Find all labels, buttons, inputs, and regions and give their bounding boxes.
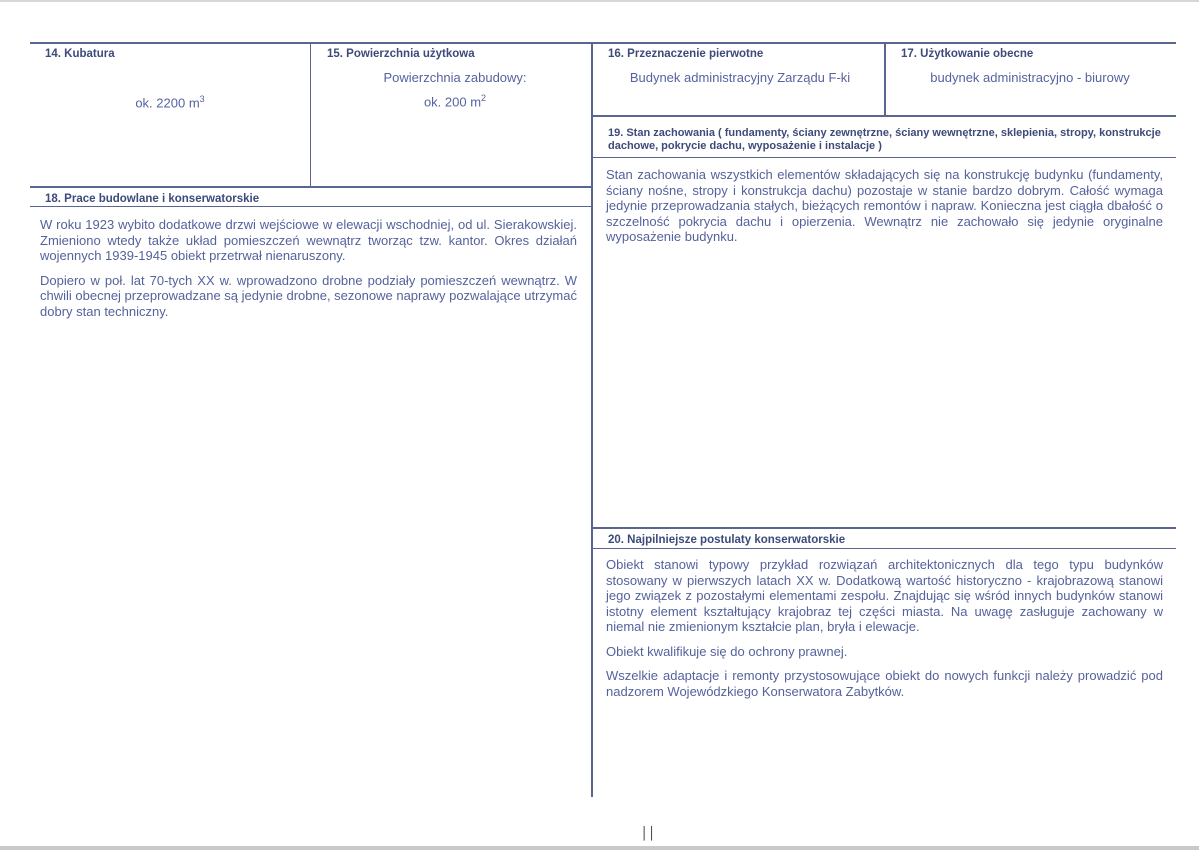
field-15-value-text: ok. 200 m [423, 94, 482, 110]
field-14-value [70, 94, 270, 110]
field-20-body [606, 557, 1163, 708]
field-19-paragraph: Stan zachowania wszystkich elementów składających się na konstrukcję budynku (fundamenty, ściany nośne, stropy i konstrukcja dachu) pozostaje w stanie bardzo dobrym. Całość wymaga jedynie przeprowadzania stałych, bieżących remontów i napraw. Konieczna jest ciągła dbałość o szczelność pokrycia dachu i opierzenia. Wewnątrz nie zachowało się jedynie oryginalne wyposażenie budynku. [606, 167, 1163, 244]
scan-mark: ││ [641, 826, 656, 840]
field-14-label: 14. Kubatura [45, 48, 115, 60]
rule-under-16-17 [593, 115, 1176, 117]
field-19-label: 19. Stan zachowania ( fundamenty, ściany zewnętrzne, ściany wewnętrzne, sklepienia, stropy, konstrukcje dachowe, pokrycie dachu, wyposażenie i instalacje ) [608, 127, 1161, 152]
rule-under-18-label [30, 206, 591, 207]
field-17-value: budynek administracyjno - biurowy [930, 70, 1130, 85]
field-20-paragraph-2: Obiekt kwalifikuje się do ochrony prawnej. [606, 643, 848, 659]
rule-under-20-label [593, 548, 1176, 549]
rule-above-20 [593, 527, 1176, 529]
field-15-line1: Powierzchnia zabudowy: [383, 70, 527, 85]
field-18-body [40, 217, 577, 328]
field-14-unit-sup: 3 [199, 94, 205, 104]
field-19-body [606, 167, 1163, 254]
field-16-label: 16. Przeznaczenie pierwotne [608, 48, 764, 60]
field-20-paragraph-1: Obiekt stanowi typowy przykład rozwiązań architektonicznych dla tego typu budynków stosowany w pierwszych latach XX w. Dodatkową wartość historyczno - krajobrazową stanowi jego związek z pozostałymi elementami zespołu. Znajdując się wśród innych budynków stanowi istotny element kształtujący krajobraz tej części miasta. Na uwagę zasługuje zachowany w niemal nie zmienionym kształcie plan, bryła i elewacje. [606, 557, 1163, 634]
field-18-paragraph-1: W roku 1923 wybito dodatkowe drzwi wejściowe w elewacji wschodniej, od ul. Sierakowskiej. Zmieniono wtedy także układ pomieszczeń wewnątrz tworząc tzw. kantor. Okres działań wojennych 1939-1945 obiekt przetrwał nienaruszony. [40, 217, 577, 263]
divider-16-17 [884, 42, 886, 116]
scan-edge-top [0, 0, 1199, 2]
field-18-paragraph-2: Dopiero w poł. lat 70-tych XX w. wprowadzono drobne podziały pomieszczeń wewnątrz. W chwili obecnej przeprowadzane są jedynie drobne, sezonowe naprawy pozwalające utrzymać dobry stan techniczny. [40, 272, 577, 319]
rule-under-19-label [593, 157, 1176, 158]
field-18-label: 18. Prace budowlane i konserwatorskie [45, 193, 260, 205]
field-15-unit-sup: 2 [481, 93, 487, 103]
field-15-label: 15. Powierzchnia użytkowa [327, 48, 475, 60]
field-14-value-text: ok. 2200 m [135, 95, 200, 111]
rule-above-18 [30, 186, 591, 188]
field-20-paragraph-3: Wszelkie adaptacje i remonty przystosowujące obiekt do nowych funkcji należy prowadzić pod nadzorem Wojewódzkiego Konserwatora Zabytków. [606, 668, 1163, 699]
field-16-value: Budynek administracyjny Zarządu F-ki [629, 70, 851, 85]
scan-edge-bottom [0, 846, 1199, 850]
divider-14-15 [310, 42, 311, 186]
field-17-label: 17. Użytkowanie obecne [901, 48, 1034, 60]
center-divider [591, 42, 593, 797]
field-15-value [340, 93, 570, 109]
field-20-label: 20. Najpilniejsze postulaty konserwatorskie [608, 534, 846, 546]
